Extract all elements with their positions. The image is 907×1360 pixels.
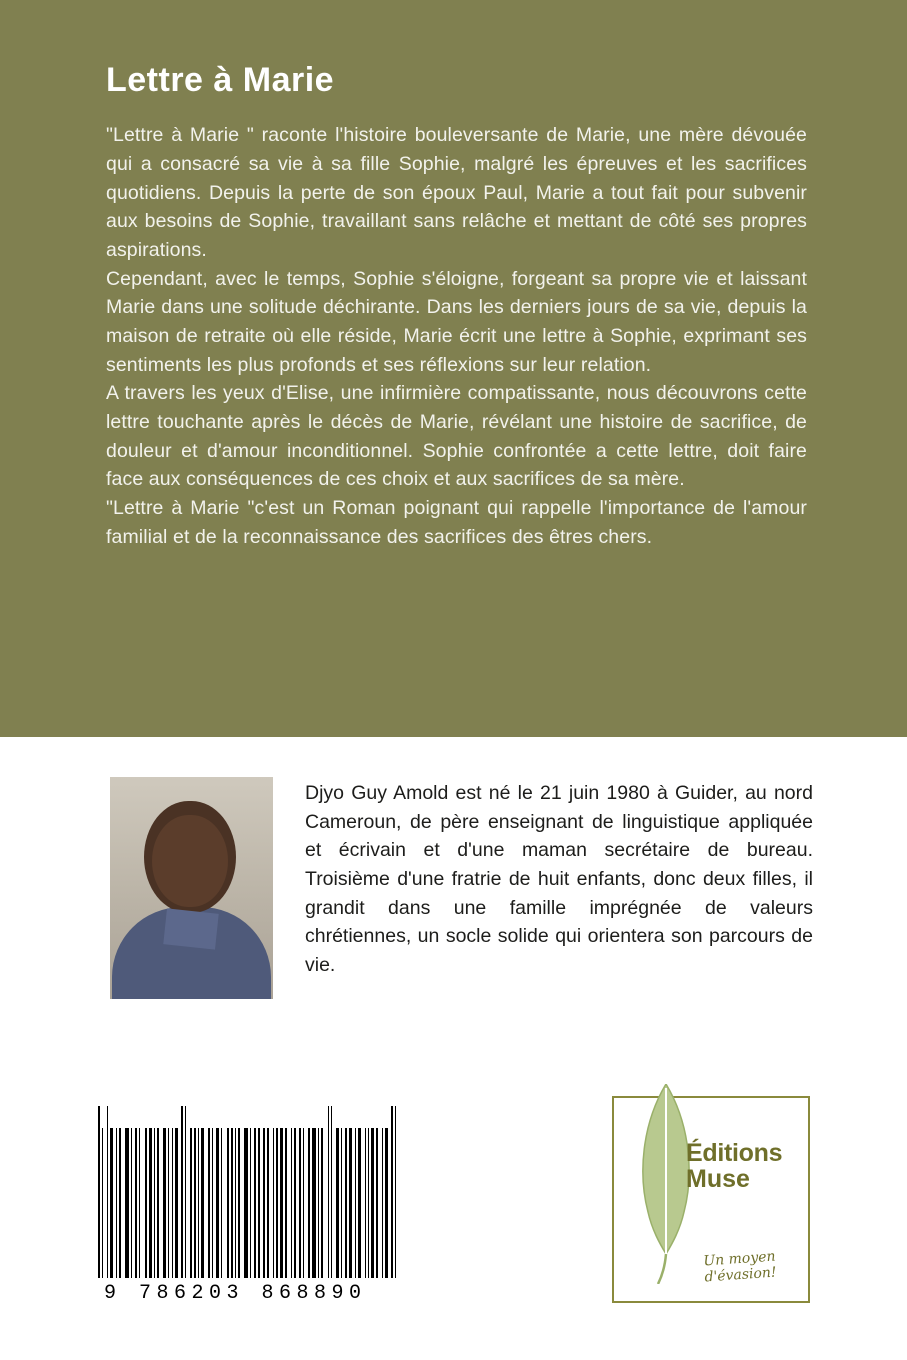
author-bio-section: [0, 737, 907, 1077]
publisher-name-line2: Muse: [686, 1165, 750, 1194]
author-bio-text: [305, 779, 813, 980]
barcode-number: 9 786203 868890: [104, 1282, 367, 1305]
publisher-logo: [612, 1096, 810, 1303]
publisher-name-line1: Éditions: [686, 1139, 783, 1167]
publisher-name: [686, 1140, 806, 1194]
blurb-paragraph: "Lettre à Marie " raconte l'histoire bouleversante de Marie, une mère dévouée qui a consacré sa vie à sa fille Sophie, malgré les épreuves et les sacrifices quotidiens. Depuis la perte de son époux Paul, Marie a tout fait pour subvenir aux besoins de Sophie, travaillant sans relâche et mettant de côté ses propres aspirations.: [106, 124, 807, 262]
author-photo: [110, 777, 273, 999]
blurb-paragraph: Cependant, avec le temps, Sophie s'éloigne, forgeant sa propre vie et laissant Marie dans une solitude déchirante. Dans les derniers jours de sa vie, depuis la maison de retraite où elle réside, Marie écrit une lettre à Sophie, exprimant ses sentiments les plus profonds et ses réflexions sur leur relation.: [106, 267, 807, 376]
author-bio-paragraph: Djyo Guy Amold est né le 21 juin 1980 à Guider, au nord Cameroun, de père enseignant de linguistique appliquée et écrivain et d'une maman secrétaire de bureau. Troisième d'une fratrie de huit enfants, donc deux filles, il grandit dans une famille imprégnée de valeurs chrétiennes, un socle solide qui orientera son parcours de vie.: [305, 782, 813, 976]
blurb-paragraph: A travers les yeux d'Elise, une infirmière compatissante, nous découvrons cette lettre touchante après le décès de Marie, révélant une histoire de sacrifice, de douleur et d'amour inconditionnel. Sophie confrontée a cette lettre, doit faire face aux conséquences de ces choix et aux sacrifices de sa mère.: [106, 382, 807, 491]
page-title: Lettre à Marie: [106, 61, 335, 99]
photo-collar: [163, 908, 218, 949]
photo-face: [152, 815, 228, 907]
barcode: [98, 1106, 408, 1306]
blurb-text: [106, 121, 807, 551]
barcode-bars: [98, 1106, 398, 1278]
publisher-tagline: Un moyen d'évasion!: [702, 1248, 778, 1286]
blurb-paragraph: "Lettre à Marie "c'est un Roman poignant qui rappelle l'importance de l'amour familial et de la reconnaissance des sacrifices des êtres chers.: [106, 496, 807, 548]
